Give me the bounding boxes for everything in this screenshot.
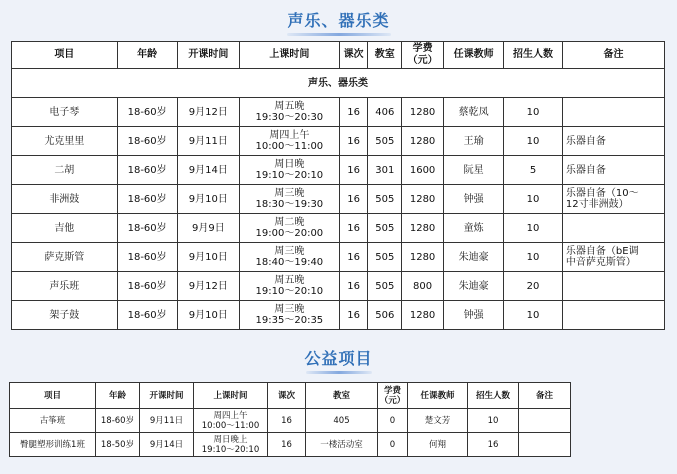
cell-count: 10: [468, 409, 519, 433]
col-header-count: 招生人数: [468, 383, 519, 409]
cell-sessions: 16: [339, 301, 368, 330]
cell-start-date: 9月14日: [140, 433, 194, 457]
col-header-sessions: 课次: [268, 383, 306, 409]
cell-start-date: 9月10日: [177, 185, 239, 214]
table-row: [12, 243, 665, 272]
cell-note: [519, 409, 571, 433]
class-hours: 18:40～19:40: [255, 257, 324, 268]
cell-project: 吉他: [12, 214, 118, 243]
note-line: 乐器自备（bE调: [565, 246, 639, 257]
cell-class-time: [240, 98, 340, 127]
table-row: [12, 127, 665, 156]
cell-start-date: 9月12日: [177, 98, 239, 127]
cell-sessions: 16: [268, 433, 306, 457]
cell-count: 10: [504, 127, 563, 156]
cell-teacher: 朱迪豪: [444, 272, 504, 301]
col-header-start: 开课时间: [140, 383, 194, 409]
cell-count: 10: [504, 98, 563, 127]
cell-class-time: [240, 127, 340, 156]
col-header-sessions: 课次: [339, 42, 368, 69]
category-row: [12, 69, 665, 98]
cell-teacher: 蔡乾凤: [444, 98, 504, 127]
section-title-public: 公益项目: [0, 346, 677, 374]
cell-note: [562, 156, 664, 185]
music-course-table: [11, 41, 665, 330]
cell-fee: 1280: [402, 243, 444, 272]
cell-count: 10: [504, 301, 563, 330]
class-day: 周五晚: [274, 101, 305, 112]
cell-fee: 800: [402, 272, 444, 301]
cell-note: [519, 433, 571, 457]
cell-count: 5: [504, 156, 563, 185]
note-line: 乐器自备: [565, 135, 606, 147]
cell-note: [562, 272, 664, 301]
cell-age: 18-60岁: [117, 127, 177, 156]
col-header-count: 招生人数: [504, 42, 563, 69]
cell-room: 505: [368, 185, 402, 214]
cell-count: 10: [504, 185, 563, 214]
cell-start-date: 9月14日: [177, 156, 239, 185]
note-line: 中音萨克斯管）: [565, 257, 636, 268]
cell-start-date: 9月10日: [177, 243, 239, 272]
col-header-fee: 学费（元）: [402, 42, 444, 69]
cell-fee: 1280: [402, 98, 444, 127]
cell-class-time: [240, 272, 340, 301]
table-header-row: [12, 42, 665, 69]
cell-count: 10: [504, 243, 563, 272]
table-header-row: [10, 383, 571, 409]
cell-project: 电子琴: [12, 98, 118, 127]
cell-age: 18-60岁: [117, 272, 177, 301]
table-row: [12, 272, 665, 301]
class-day: 周日晚上: [213, 434, 248, 445]
col-header-note: 备注: [562, 42, 664, 69]
cell-start-date: 9月11日: [140, 409, 194, 433]
cell-note: [562, 214, 664, 243]
col-header-time: 上课时间: [194, 383, 268, 409]
cell-project: 架子鼓: [12, 301, 118, 330]
col-header-age: 年龄: [96, 383, 140, 409]
cell-project: 尤克里里: [12, 127, 118, 156]
class-hours: 18:30～19:30: [255, 199, 324, 210]
cell-fee: 1600: [402, 156, 444, 185]
cell-start-date: 9月9日: [177, 214, 239, 243]
cell-class-time: [240, 243, 340, 272]
cell-age: 18-50岁: [96, 433, 140, 457]
cell-class-time: [240, 185, 340, 214]
class-day: 周五晚: [274, 275, 305, 286]
class-hours: 10:00～11:00: [201, 420, 260, 431]
cell-note: [562, 98, 664, 127]
cell-teacher: 楚文芳: [408, 409, 468, 433]
public-course-table: [9, 382, 571, 457]
cell-age: 18-60岁: [96, 409, 140, 433]
col-header-time: 上课时间: [240, 42, 340, 69]
cell-age: 18-60岁: [117, 98, 177, 127]
table-row: [12, 214, 665, 243]
col-header-age: 年龄: [117, 42, 177, 69]
section-title-music: 声乐、器乐类: [0, 8, 677, 36]
col-header-start: 开课时间: [177, 42, 239, 69]
cell-project: 萨克斯管: [12, 243, 118, 272]
table-row: [12, 156, 665, 185]
class-day: 周三晚: [274, 188, 305, 199]
cell-class-time: [194, 409, 268, 433]
cell-room: 一楼活动室: [306, 433, 378, 457]
note-line: 12寸非洲鼓）: [565, 199, 629, 210]
cell-sessions: 16: [339, 214, 368, 243]
col-header-project: 项目: [12, 42, 118, 69]
class-hours: 19:30～20:30: [255, 112, 324, 123]
category-label: 声乐、器乐类: [12, 69, 665, 98]
class-day: 周日晚: [274, 159, 305, 170]
cell-age: 18-60岁: [117, 214, 177, 243]
col-header-room: 教室: [368, 42, 402, 69]
cell-start-date: 9月10日: [177, 301, 239, 330]
class-day: 周二晚: [274, 217, 305, 228]
cell-room: 506: [368, 301, 402, 330]
cell-teacher: 王瑜: [444, 127, 504, 156]
cell-room: 505: [368, 127, 402, 156]
cell-sessions: 16: [339, 185, 368, 214]
table-row: [12, 98, 665, 127]
cell-age: 18-60岁: [117, 243, 177, 272]
cell-note: [562, 185, 664, 214]
note-line: 乐器自备（10～: [565, 188, 639, 199]
class-day: 周三晚: [274, 304, 305, 315]
cell-note: [562, 243, 664, 272]
cell-note: [562, 301, 664, 330]
cell-project: 臀腿塑形训练1班: [10, 433, 96, 457]
cell-count: 16: [468, 433, 519, 457]
cell-age: 18-60岁: [117, 301, 177, 330]
cell-project: 声乐班: [12, 272, 118, 301]
cell-start-date: 9月11日: [177, 127, 239, 156]
cell-room: 505: [368, 272, 402, 301]
cell-room: 505: [368, 243, 402, 272]
table-row: [12, 301, 665, 330]
cell-sessions: 16: [339, 127, 368, 156]
cell-class-time: [240, 156, 340, 185]
cell-fee: 0: [378, 409, 408, 433]
cell-project: 古筝班: [10, 409, 96, 433]
class-hours: 19:10～20:10: [201, 444, 260, 455]
cell-fee: 1280: [402, 127, 444, 156]
title-underline: [287, 33, 391, 36]
cell-class-time: [240, 214, 340, 243]
note-line: 乐器自备: [565, 164, 606, 176]
table-row: [12, 185, 665, 214]
cell-teacher: 钟强: [444, 185, 504, 214]
class-hours: 10:00～11:00: [255, 141, 324, 152]
cell-note: [562, 127, 664, 156]
table-row: [10, 433, 571, 457]
col-header-note: 备注: [519, 383, 571, 409]
cell-fee: 1280: [402, 301, 444, 330]
cell-sessions: 16: [339, 243, 368, 272]
title-underline: [306, 371, 372, 374]
class-hours: 19:10～20:10: [255, 170, 324, 181]
cell-count: 20: [504, 272, 563, 301]
cell-room: 406: [368, 98, 402, 127]
col-header-teacher: 任课教师: [444, 42, 504, 69]
cell-class-time: [194, 433, 268, 457]
class-day: 周三晚: [274, 246, 305, 257]
cell-fee: 1280: [402, 185, 444, 214]
cell-fee: 0: [378, 433, 408, 457]
class-day: 周四上午: [269, 130, 310, 141]
class-day: 周四上午: [213, 410, 248, 421]
class-hours: 19:00～20:00: [255, 228, 324, 239]
cell-sessions: 16: [339, 156, 368, 185]
cell-room: 505: [368, 214, 402, 243]
cell-teacher: 钟强: [444, 301, 504, 330]
cell-room: 405: [306, 409, 378, 433]
col-header-fee: 学费（元）: [378, 383, 408, 409]
cell-teacher: 阮星: [444, 156, 504, 185]
cell-age: 18-60岁: [117, 185, 177, 214]
col-header-teacher: 任课教师: [408, 383, 468, 409]
cell-teacher: 童炼: [444, 214, 504, 243]
cell-teacher: 何翔: [408, 433, 468, 457]
cell-project: 二胡: [12, 156, 118, 185]
cell-age: 18-60岁: [117, 156, 177, 185]
table-row: [10, 409, 571, 433]
cell-count: 10: [504, 214, 563, 243]
cell-sessions: 16: [339, 272, 368, 301]
cell-room: 301: [368, 156, 402, 185]
class-hours: 19:35～20:35: [255, 315, 324, 326]
cell-class-time: [240, 301, 340, 330]
cell-sessions: 16: [268, 409, 306, 433]
cell-start-date: 9月12日: [177, 272, 239, 301]
cell-sessions: 16: [339, 98, 368, 127]
cell-project: 非洲鼓: [12, 185, 118, 214]
col-header-project: 项目: [10, 383, 96, 409]
cell-fee: 1280: [402, 214, 444, 243]
cell-teacher: 朱迪豪: [444, 243, 504, 272]
col-header-room: 教室: [306, 383, 378, 409]
class-hours: 19:10～20:10: [255, 286, 324, 297]
